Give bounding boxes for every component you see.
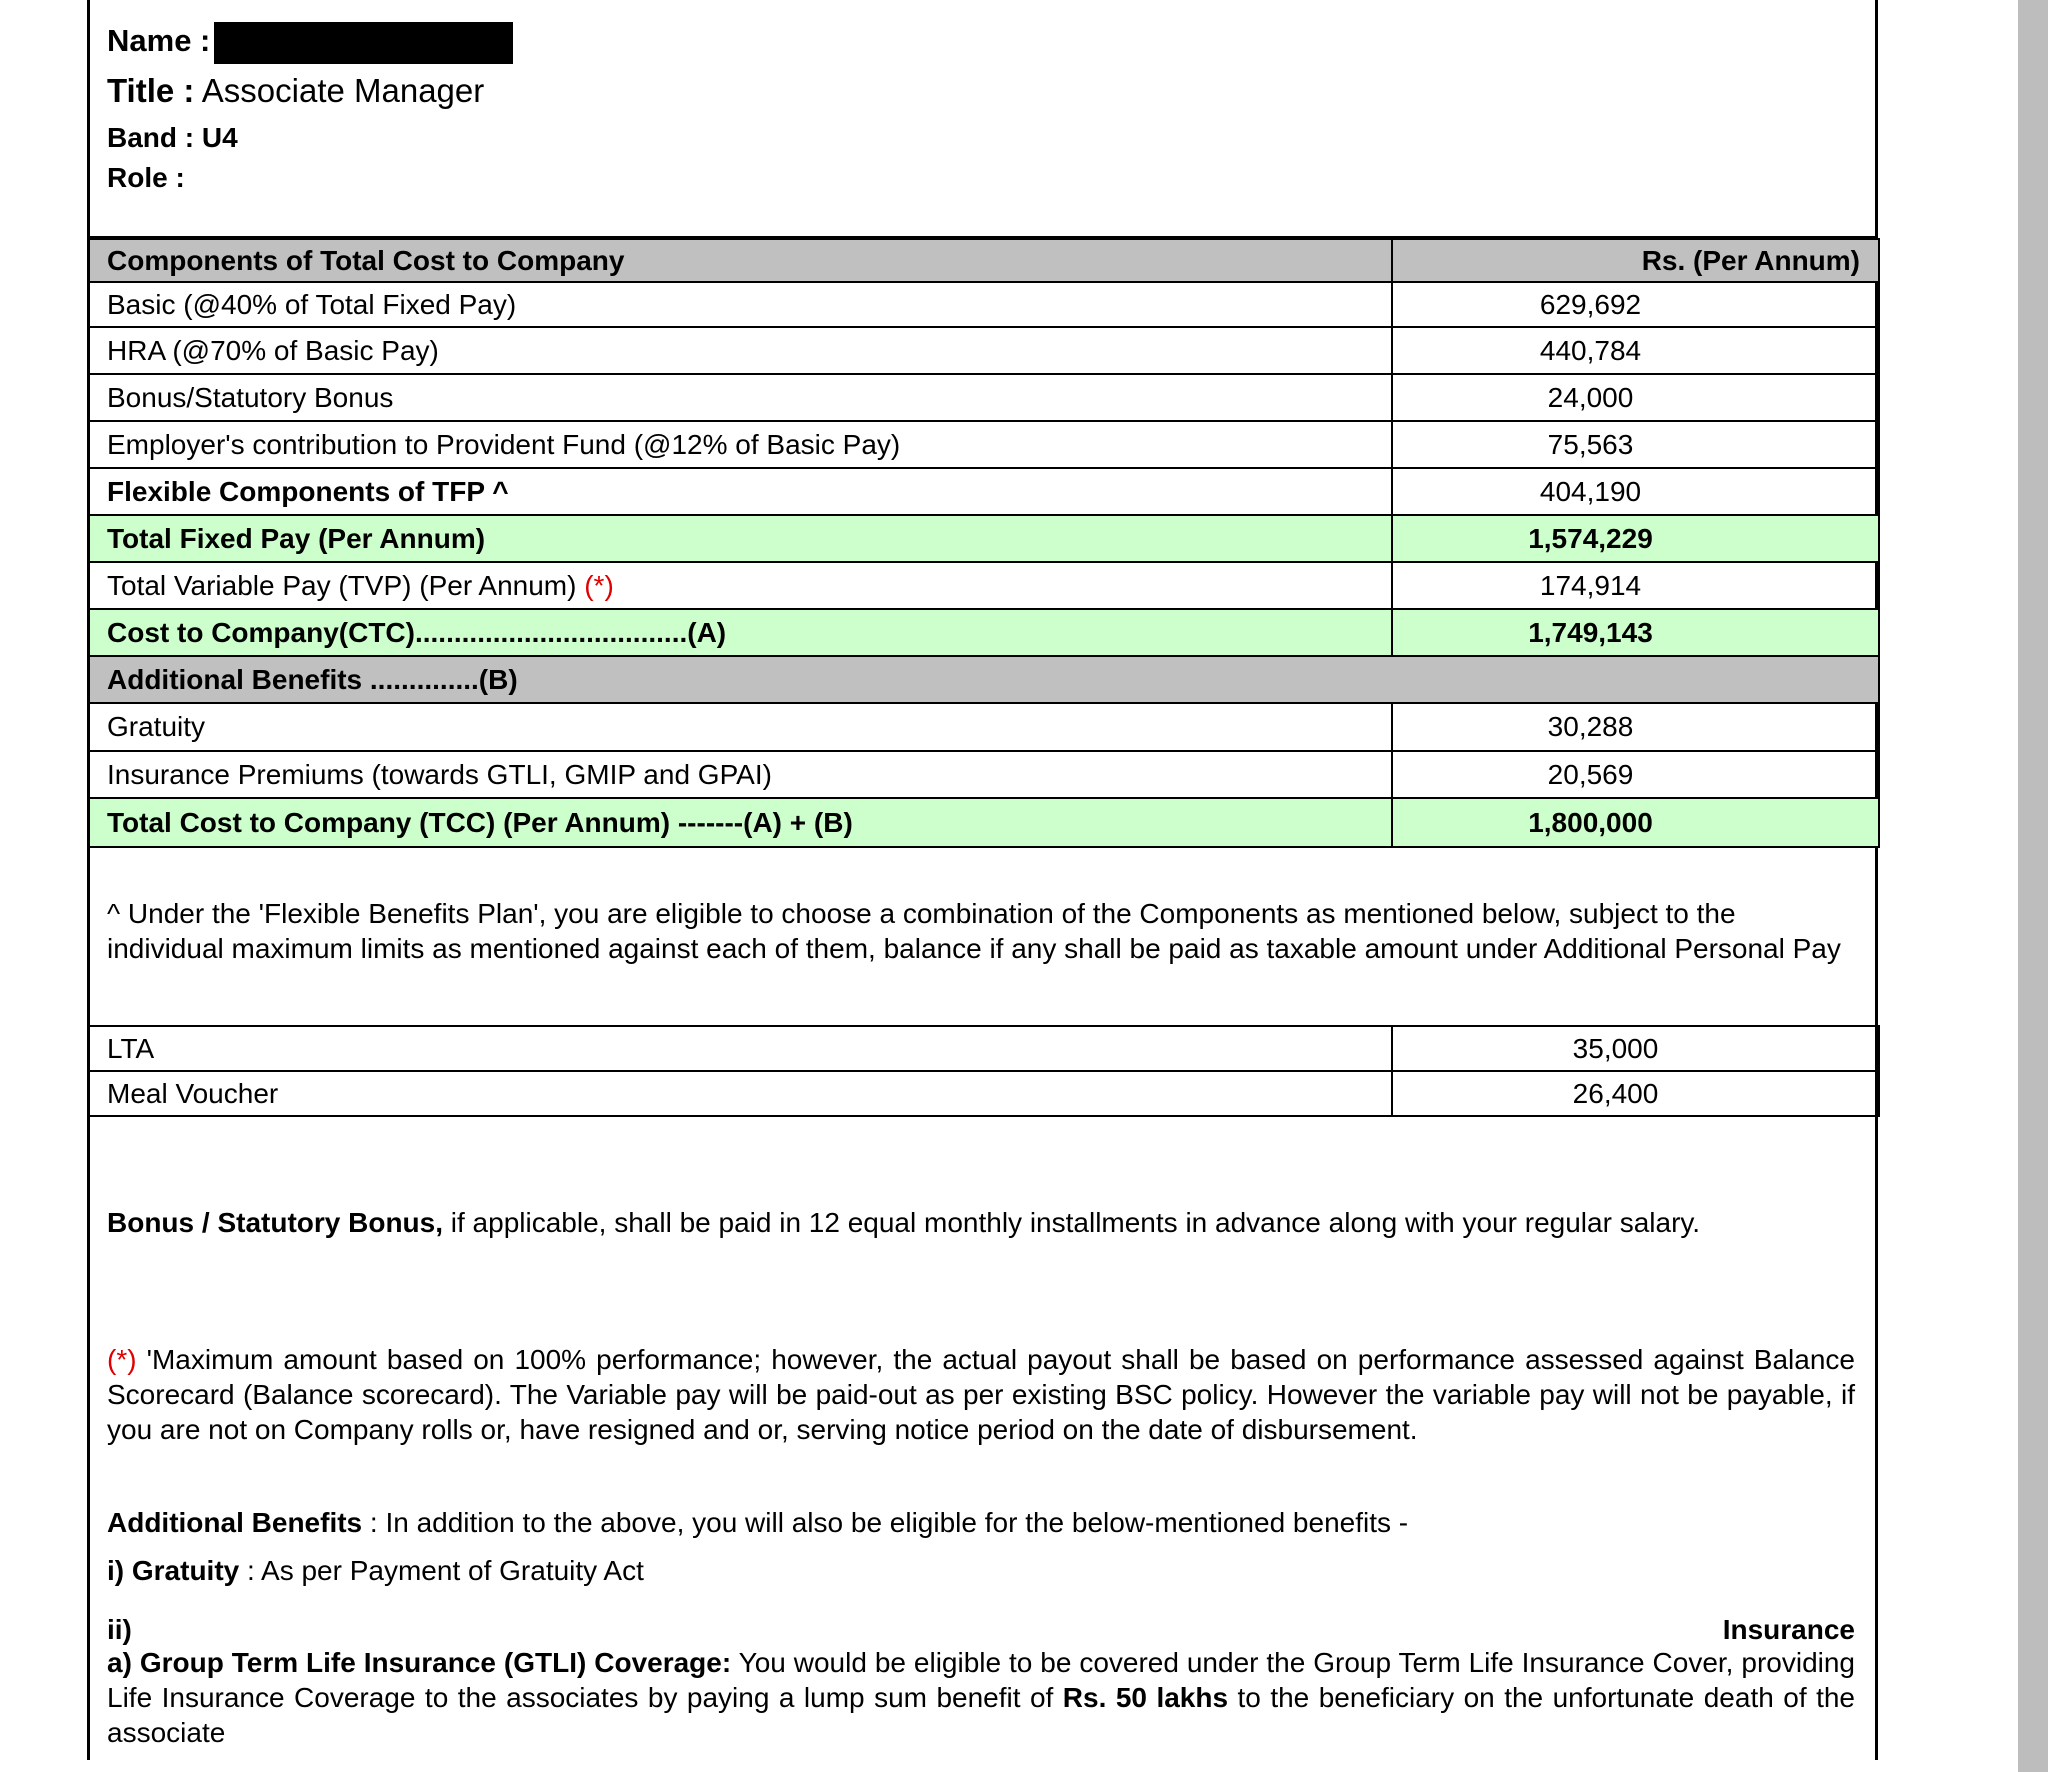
row-label: Total Fixed Pay (Per Annum): [89, 515, 1392, 562]
row-label: Cost to Company(CTC)...................................(A): [89, 609, 1392, 656]
row-label: Flexible Components of TFP ^: [89, 468, 1392, 515]
col-amount: Rs. (Per Annum): [1392, 239, 1879, 282]
gtli-paragraph: [107, 1645, 1855, 1750]
col-components: Components of Total Cost to Company: [89, 239, 1392, 282]
row-value: 35,000: [1392, 1026, 1879, 1071]
table-row: [89, 421, 1879, 468]
table-row: [89, 562, 1879, 609]
variable-note-text: 'Maximum amount based on 100% performance; however, the actual payout shall be based on performance assessed against Balance Scorecard (Balance scorecard). The Variable pay will be paid-out as per existing BSC policy. However the variable pay will not be payable, if you are not on Company rolls or, have resigned and or, serving notice period on the date of disbursement.: [107, 1344, 1855, 1445]
variable-pay-note: [107, 1342, 1855, 1447]
bonus-note-text: if applicable, shall be paid in 12 equal monthly installments in advance along with your regular salary.: [443, 1207, 1701, 1238]
table-row: [89, 703, 1879, 751]
insurance-heading: Insurance: [1722, 1614, 1855, 1645]
row-label: HRA (@70% of Basic Pay): [89, 327, 1392, 374]
row-label: Bonus/Statutory Bonus: [89, 374, 1392, 421]
additional-benefits-line: [107, 1505, 1855, 1541]
gtli-text-end: to the beneficiary on the unfortunate death of the associate: [107, 1682, 1855, 1748]
ctc-row: [89, 609, 1879, 656]
gtli-amount: Rs. 50 lakhs: [1062, 1682, 1229, 1713]
table-row: [89, 751, 1879, 798]
row-label: Meal Voucher: [89, 1071, 1392, 1116]
row-label: Insurance Premiums (towards GTLI, GMIP and GPAI): [89, 751, 1392, 798]
table-row: [89, 1071, 1879, 1116]
row-value: 1,749,143: [1392, 609, 1879, 656]
row-value: 24,000: [1392, 374, 1879, 421]
gtli-text: You would be eligible to be covered under the Group Term Life Insurance Cover, providing Life Insurance Coverage to the associates by paying a lump sum benefit of: [107, 1647, 1856, 1713]
gratuity-text: : As per Payment of Gratuity Act: [239, 1555, 644, 1586]
name-label: Name :: [107, 23, 211, 59]
total-fixed-pay-row: [89, 515, 1879, 562]
table-row: [89, 468, 1879, 515]
row-value: 1,800,000: [1392, 798, 1879, 847]
row-value: 440,784: [1392, 327, 1879, 374]
gratuity-heading: i) Gratuity: [107, 1555, 240, 1586]
bonus-note: [107, 1205, 1855, 1241]
row-label: Additional Benefits ..............(B): [89, 656, 1879, 703]
flex-benefits-note: ^ Under the 'Flexible Benefits Plan', you are eligible to choose a combination of the Components as mentioned below, subject to the individual maximum limits as mentioned against each of them, balance if any shall be paid as taxable amount under Additional Personal Pay: [107, 898, 1841, 964]
gtli-heading: a) Group Term Life Insurance (GTLI) Coverage:: [107, 1647, 732, 1678]
title-line: [107, 72, 484, 110]
row-value: 26,400: [1392, 1071, 1879, 1116]
gratuity-line: [107, 1553, 1855, 1589]
row-value: 174,914: [1392, 562, 1879, 609]
row-label-variable: [89, 562, 1392, 609]
insurance-number: ii): [107, 1614, 132, 1645]
title-value: Associate Manager: [201, 72, 485, 109]
variable-note-marker: (*): [107, 1344, 137, 1375]
row-label: LTA: [89, 1026, 1392, 1071]
row-label: Total Cost to Company (TCC) (Per Annum) -------(A) + (B): [89, 798, 1392, 847]
row-value: 1,574,229: [1392, 515, 1879, 562]
row-label: Employer's contribution to Provident Fund (@12% of Basic Pay): [89, 421, 1392, 468]
row-label: Total Variable Pay (TVP) (Per Annum): [107, 569, 577, 601]
name-line: [107, 22, 513, 64]
bonus-note-bold: Bonus / Statutory Bonus,: [107, 1207, 443, 1238]
ctc-table: [88, 238, 1880, 848]
ctc-table-header: [89, 239, 1879, 282]
row-label: Gratuity: [89, 703, 1392, 751]
row-value: 629,692: [1392, 282, 1879, 327]
role-label: Role :: [107, 162, 185, 193]
redacted-name: [214, 22, 513, 64]
tcc-row: [89, 798, 1879, 847]
asterisk-marker: (*): [584, 569, 614, 601]
table-row: [89, 1026, 1879, 1071]
flex-table: [88, 1025, 1880, 1117]
scrollbar[interactable]: [2018, 0, 2048, 1772]
table-row: [89, 282, 1879, 327]
band-value: U4: [201, 122, 238, 153]
band-line: [107, 122, 238, 154]
additional-benefits-heading: Additional Benefits: [107, 1507, 363, 1538]
row-value: 20,569: [1392, 751, 1879, 798]
table-row: [89, 327, 1879, 374]
title-label: Title :: [107, 72, 195, 109]
row-value: 30,288: [1392, 703, 1879, 751]
additional-benefits-row: [89, 656, 1879, 703]
role-line: [107, 162, 185, 194]
insurance-heading-line: [107, 1612, 1855, 1648]
additional-benefits-text: : In addition to the above, you will also be eligible for the below-mentioned benefits -: [362, 1507, 1409, 1538]
table-row: [89, 374, 1879, 421]
row-value: 404,190: [1392, 468, 1879, 515]
row-value: 75,563: [1392, 421, 1879, 468]
row-label: Basic (@40% of Total Fixed Pay): [89, 282, 1392, 327]
band-label: Band :: [107, 122, 195, 153]
